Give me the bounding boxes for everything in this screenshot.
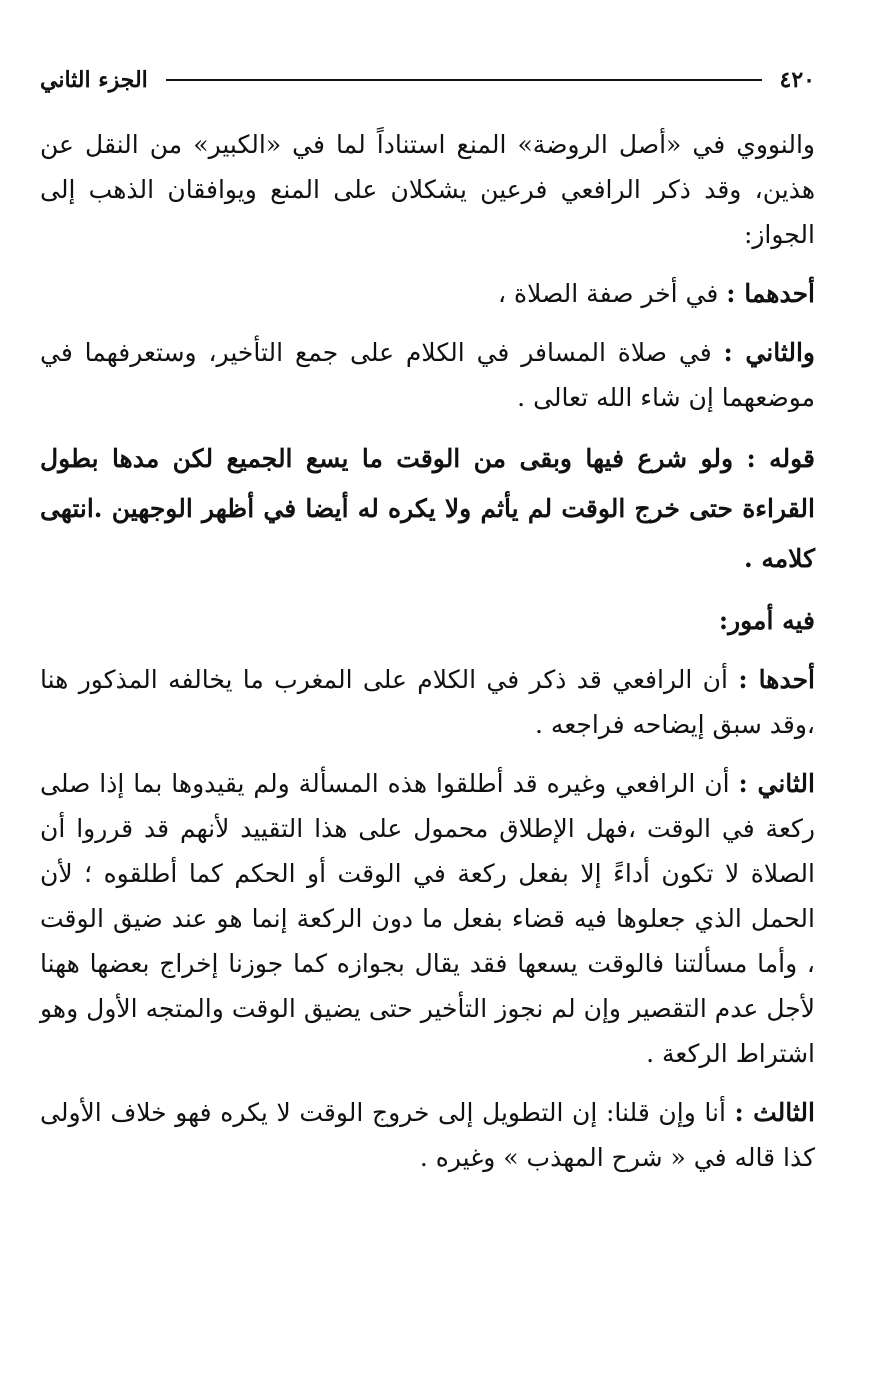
quoted-statement	[40, 434, 815, 584]
paragraph-matter-three	[40, 1090, 815, 1180]
paragraph-text: أنا وإن قلنا: إن التطويل إلى خروج الوقت لا يكره فهو خلاف الأولى كذا قاله في « شرح المهذب » وغيره .	[40, 1098, 815, 1172]
page-number: ٤٢٠	[779, 67, 815, 93]
paragraph-lead: والثاني :	[723, 338, 815, 367]
paragraph-first-branch	[40, 271, 815, 316]
paragraph-matters-heading	[40, 598, 815, 643]
paragraph-lead: الثالث :	[734, 1098, 815, 1127]
paragraph-lead: الثاني :	[738, 769, 815, 798]
paragraph-lead: أحدهما :	[726, 279, 815, 308]
paragraph-lead: فيه أمور:	[718, 606, 815, 635]
paragraph-text: في أخر صفة الصلاة ،	[497, 279, 727, 308]
running-header	[40, 60, 815, 100]
paragraph-text: أن الرافعي قد ذكر في الكلام على المغرب ما يخالفه المذكور هنا ،وقد سبق إيضاحه فراجعه .	[40, 665, 815, 739]
paragraph-text: ولو شرع فيها وبقى من الوقت ما يسع الجميع لكن مدها بطول القراءة حتى خرج الوقت لم يأثم ولا يكره له أيضا في أظهر الوجهين .انتهى كلامه .	[40, 444, 815, 573]
paragraph-lead: أحدها :	[738, 665, 815, 694]
part-title: الجزء الثاني	[40, 67, 148, 93]
paragraph-text: في صلاة المسافر في الكلام على جمع التأخير، وستعرفهما في موضعهما إن شاء الله تعالى .	[40, 338, 815, 412]
paragraph-second-branch	[40, 330, 815, 420]
paragraph-text: أن الرافعي وغيره قد أطلقوا هذه المسألة ولم يقيدوها بما إذا صلى ركعة في الوقت ،فهل الإطلاق محمول على هذا التقييد لأنهم قد قرروا أن الصلاة لا تكون أداءً إلا بفعل ركعة في الوقت أو الحكم كما أطلقوه ؛ لأن الحمل الذي جعلوها فيه قضاء بفعل ما دون الركعة إنما هو عند ضيق الوقت ، وأما مسألتنا فالوقت يسعها فقد يقال بجوازه كما جوزنا إخراج بعضها ههنا لأجل عدم التقصير وإن لم نجوز التأخير حتى يضيق الوقت والمتجه الأول وهو اشتراط الركعة .	[40, 769, 815, 1068]
paragraph-matter-two	[40, 761, 815, 1076]
paragraph-intro	[40, 122, 815, 257]
paragraph-lead: قوله :	[746, 444, 815, 473]
header-rule	[166, 79, 762, 81]
paragraph-text: والنووي في «أصل الروضة» المنع استناداً لما في «الكبير» من النقل عن هذين، وقد ذكر الرافعي فرعين يشكلان على المنع ويوافقان الذهب إلى الجواز:	[40, 130, 815, 249]
paragraph-matter-one	[40, 657, 815, 747]
book-page	[40, 60, 815, 1194]
